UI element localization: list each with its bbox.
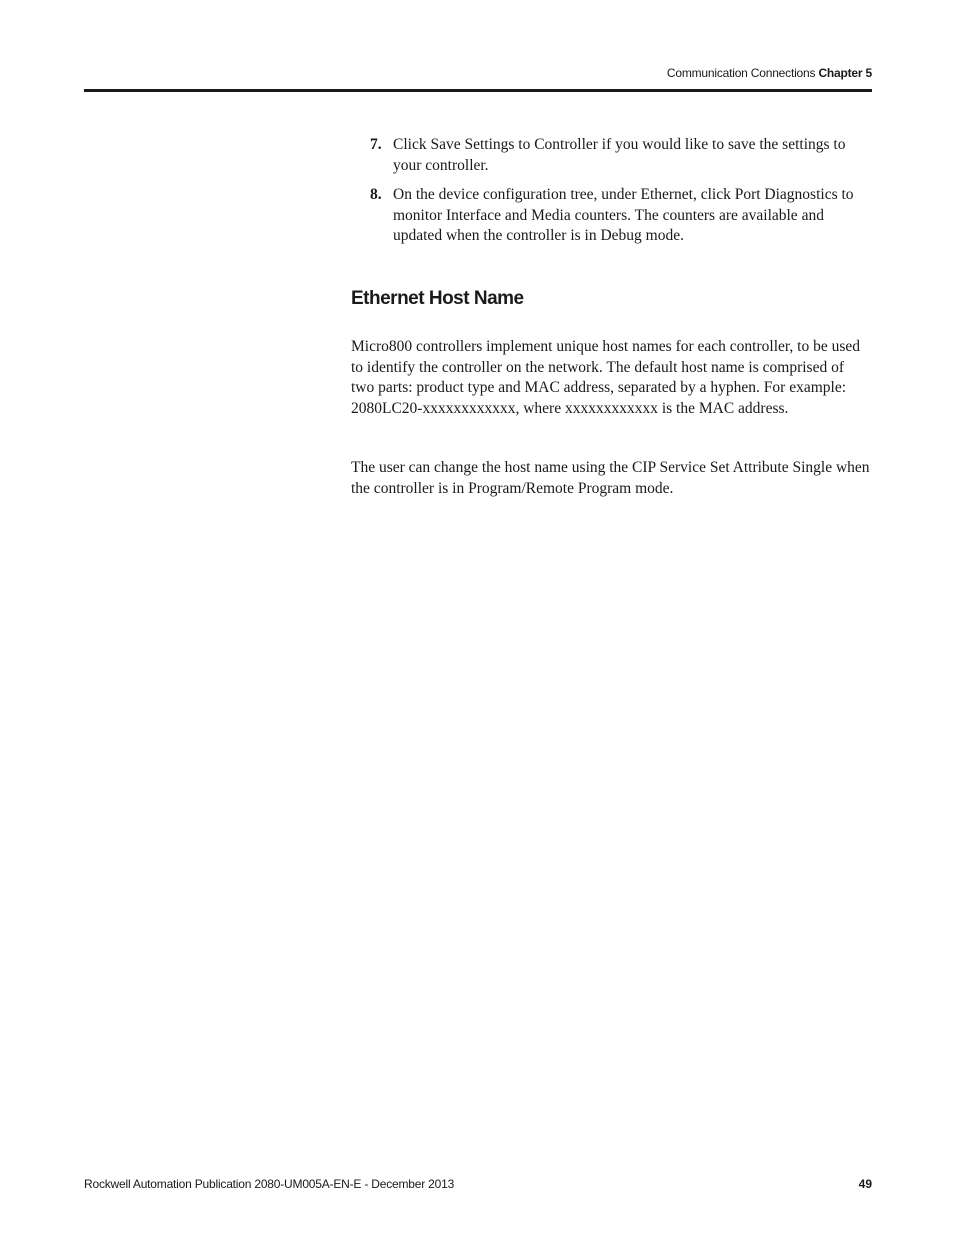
running-header <box>667 66 872 80</box>
body-paragraph: Micro800 controllers implement unique host names for each controller, to be used to identify the controller on the network. The default host name is comprised of two parts: product type and MAC address, separated by a hyphen. For example: 2080LC20-xxxxxxxxxxxx, where xxxxxxxxxxxx is the MAC address. <box>351 338 861 417</box>
header-section-title: Communication Connections <box>666 66 816 80</box>
step-text: On the device configuration tree, under Ethernet, click Port Diagnostics to monitor Interface and Media counters. The counters are available and updated when the controller is in Debug mode. <box>393 186 854 244</box>
section-heading: Ethernet Host Name <box>351 288 524 309</box>
header-chapter: Chapter 5 <box>818 66 872 80</box>
body-paragraph: The user can change the host name using the CIP Service Set Attribute Single when the controller is in Program/Remote Program mode. <box>351 459 870 497</box>
header-rule <box>84 89 872 92</box>
step-number: 8. <box>370 186 382 203</box>
step-item <box>351 185 871 247</box>
step-text: Click Save Settings to Controller if you would like to save the settings to your controller. <box>393 136 846 174</box>
step-number: 7. <box>370 136 382 153</box>
footer-publication: Rockwell Automation Publication 2080-UM005A-EN-E - December 2013 <box>84 1177 455 1191</box>
procedure-steps <box>351 135 871 256</box>
step-item <box>351 135 871 176</box>
page-number: 49 <box>858 1177 872 1191</box>
